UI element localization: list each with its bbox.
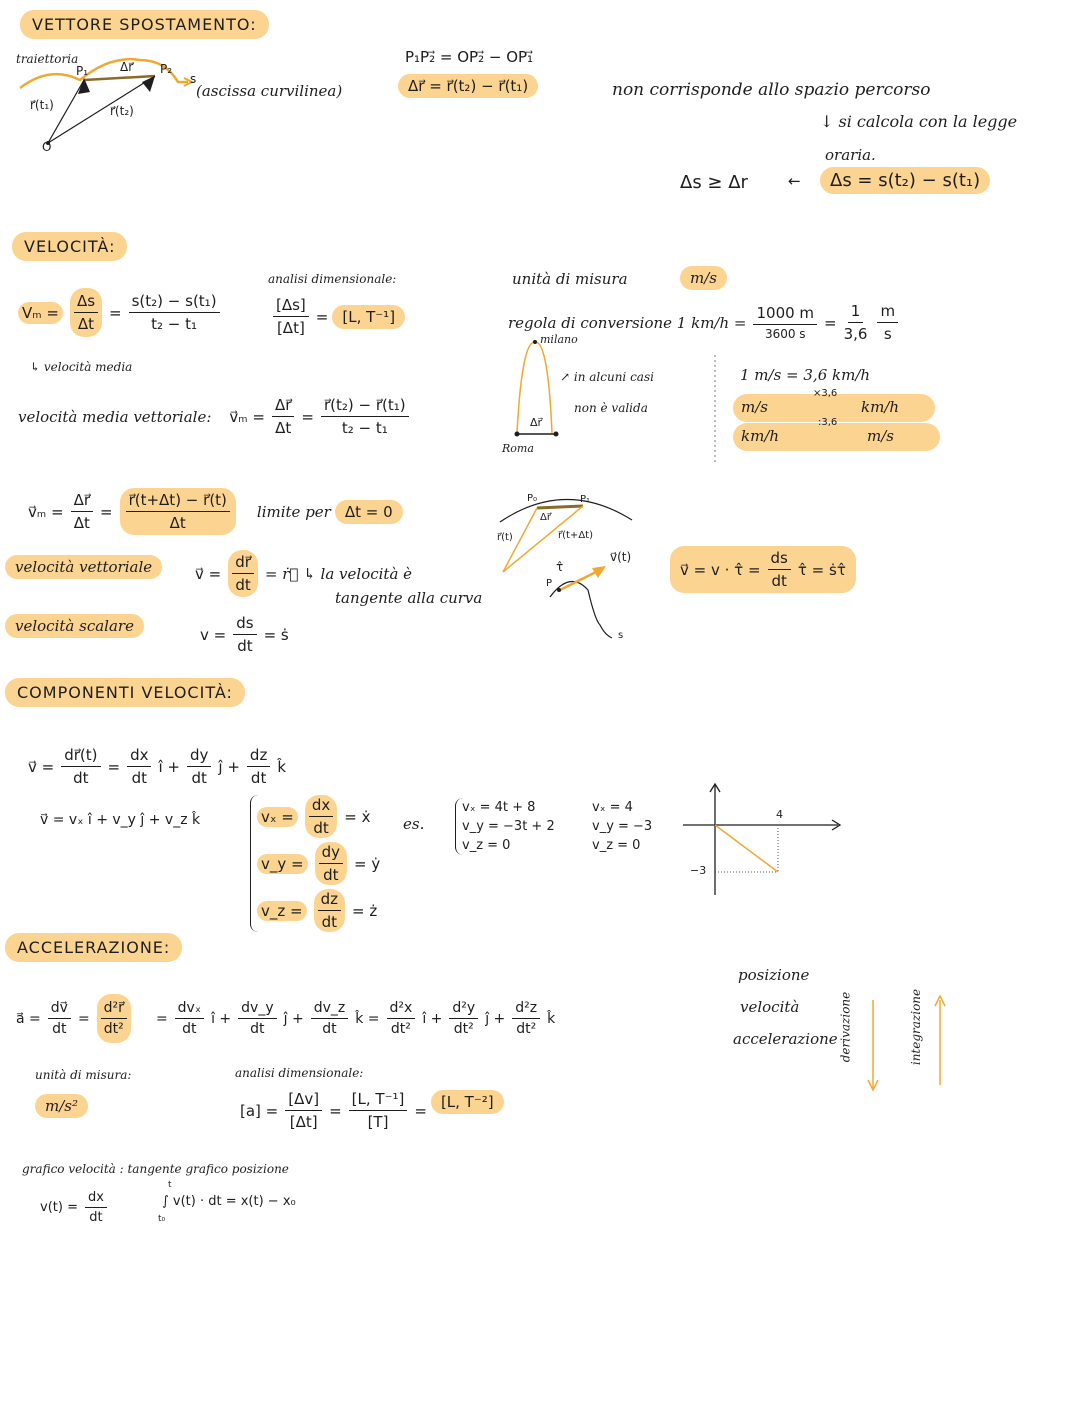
label-velocita: velocità — [740, 998, 800, 1016]
to-unit: km/h — [861, 398, 900, 416]
label-r-t2: r⃗(t₂) — [110, 104, 134, 118]
numerator: dx — [85, 1190, 107, 1208]
denominator: dt — [321, 913, 337, 931]
velocity-components-graph — [683, 784, 840, 895]
prefix: v⃗ = v · τ̂ = — [680, 560, 761, 579]
numerator: m — [877, 302, 898, 323]
denominator: dt — [237, 637, 253, 655]
delta-s-equation: Δs = s(t₂) − s(t₁) — [820, 167, 990, 194]
fraction — [512, 1000, 540, 1037]
label-p: P — [546, 578, 553, 589]
fraction — [61, 746, 100, 787]
label-derivazione: derivazione — [838, 991, 853, 1063]
equals: = — [824, 313, 837, 332]
j-hat: ĵ + — [218, 757, 240, 776]
label-traiettoria: traiettoria — [16, 52, 79, 66]
label-velocita-vettoriale: velocità vettoriale — [5, 555, 162, 579]
integral-formula: ∫ v(t) · dt = x(t) − x₀ — [162, 1194, 296, 1209]
dr-dt-fraction — [272, 396, 294, 437]
fraction — [48, 1000, 71, 1037]
numerator: r⃗(t+Δt) − r⃗(t) — [126, 491, 230, 512]
dim-fraction — [273, 296, 309, 337]
label-p2: P₂ — [160, 62, 173, 76]
numerator: [Δs] — [273, 296, 309, 317]
example-vx: vₓ = 4t + 8 — [462, 800, 536, 815]
fraction — [387, 1000, 416, 1037]
v-symbol: v⃗ = — [28, 757, 55, 776]
operator: ×3,6 — [813, 388, 838, 399]
section-header-vettore-spostamento: VETTORE SPOSTAMENTO: — [20, 10, 269, 39]
denominator: dt — [89, 1210, 103, 1225]
result-vz: v_z = 0 — [592, 838, 641, 853]
equals: = — [329, 1101, 342, 1120]
fraction — [311, 1000, 349, 1037]
ds-dt-fraction — [70, 288, 102, 337]
vz: v_z = — [257, 901, 307, 921]
fraction — [187, 746, 211, 787]
v-symbol: v⃗ = — [195, 564, 222, 583]
denominator: Δt — [77, 315, 95, 333]
label-ascissa: (ascissa curvilinea) — [196, 82, 343, 100]
numerator: dv_y — [238, 1000, 276, 1019]
s-fraction — [129, 292, 220, 333]
vm-vector-symbol: v⃗ₘ = — [229, 407, 265, 426]
from-unit: m/s — [741, 398, 768, 416]
example-results — [592, 798, 652, 855]
fraction — [85, 1190, 107, 1225]
integral-upper: t — [168, 1180, 172, 1190]
arrow-left-icon: ← — [788, 172, 801, 190]
label-s: s — [190, 72, 197, 86]
i-hat: î + — [158, 757, 180, 776]
eq-1ms-36kmh: 1 m/s = 3,6 km/h — [740, 366, 871, 384]
label-posizione: posizione — [738, 966, 810, 984]
conv-fraction-1 — [753, 304, 817, 341]
components-system — [250, 795, 380, 932]
v-derivative-formula — [28, 746, 286, 787]
label-dr-small: Δr⃗ — [530, 416, 543, 429]
equals: = — [315, 307, 329, 326]
unit-m-s: m/s — [680, 266, 727, 290]
v-tau-formula — [670, 546, 856, 593]
k-hat: k̂ — [547, 1010, 556, 1027]
label-delta-r: Δr⃗ — [120, 60, 134, 74]
graph-y-label: −3 — [690, 864, 707, 877]
fraction — [449, 1000, 478, 1037]
denominator: dt — [52, 1021, 67, 1037]
label-r-t-dt: r⃗(t+Δt) — [558, 530, 593, 541]
label-es: es. — [403, 815, 425, 833]
ds-dt-fraction — [233, 614, 256, 655]
label-unita-misura-acc: unità di misura: — [35, 1068, 132, 1082]
example-vy: v_y = −3t + 2 — [462, 819, 555, 834]
r-fraction — [321, 396, 409, 437]
note-alcuni-casi: ↗ in alcuni casi — [560, 370, 654, 384]
numerator: d²y — [449, 1000, 478, 1019]
denominator: dt² — [453, 1021, 474, 1037]
v-t: v(t) = — [40, 1200, 78, 1215]
label-milano: milano — [540, 333, 578, 346]
denominator: t₂ − t₁ — [151, 315, 198, 333]
result: = ẏ — [354, 854, 381, 873]
fraction — [238, 1000, 276, 1037]
from-unit: km/h — [741, 427, 780, 445]
denominator: dt — [131, 769, 147, 787]
conv-unit-fraction — [877, 302, 898, 343]
numerator: d²x — [387, 1000, 416, 1019]
denominator: 3,6 — [843, 325, 868, 343]
vx: vₓ = — [257, 807, 298, 827]
acceleration-formula — [16, 994, 555, 1043]
numerator: Δr⃗ — [272, 396, 294, 417]
label-unita-misura: unità di misura — [512, 270, 628, 288]
fraction — [285, 1090, 322, 1131]
ds-dt-fraction — [768, 549, 791, 590]
note-non-corrisponde: non corrisponde allo spazio percorso — [612, 80, 931, 100]
label-v-t: v⃗(t) — [610, 550, 632, 564]
denominator: dt — [323, 866, 339, 884]
equals: = — [414, 1101, 427, 1120]
k-hat: k̂ = — [355, 1010, 380, 1027]
denominator: [T] — [367, 1113, 389, 1131]
section-header-velocita: VELOCITÀ: — [12, 232, 127, 261]
numerator: s(t₂) − s(t₁) — [129, 292, 220, 313]
limit-fraction — [120, 488, 236, 535]
a-dim: [a] = — [240, 1101, 279, 1120]
label-accelerazione: accelerazione — [733, 1030, 838, 1048]
j-hat: ĵ + — [283, 1010, 304, 1027]
example-system — [455, 798, 555, 855]
suffix: = ṡ — [263, 625, 289, 644]
fraction — [97, 994, 131, 1043]
dr-dt-fraction — [228, 550, 258, 597]
section-header-accelerazione: ACCELERAZIONE: — [5, 933, 182, 962]
numerator: dv⃗ — [48, 1000, 71, 1019]
fraction — [349, 1090, 408, 1131]
integral-lower: t₀ — [158, 1214, 166, 1224]
vm-symbol: Vₘ = — [18, 302, 63, 324]
numerator: dr⃗(t) — [61, 746, 100, 767]
numerator: ds — [768, 549, 791, 570]
to-unit: m/s — [867, 427, 894, 445]
numerator: d²z — [512, 1000, 540, 1019]
numerator: dz — [247, 746, 270, 767]
dimensional-analysis-acceleration — [240, 1090, 504, 1131]
result-vy: v_y = −3 — [592, 819, 653, 834]
denominator: dt — [250, 769, 267, 787]
unit-m-s2: m/s² — [35, 1094, 88, 1118]
numerator: [L, T⁻¹] — [349, 1090, 408, 1111]
result: = ż — [352, 901, 378, 920]
numerator: Δr⃗ — [71, 491, 93, 512]
suffix: τ̂ = ṡτ̂ — [797, 560, 846, 579]
equals: = — [155, 1010, 168, 1027]
vz-row — [257, 889, 380, 932]
note-si-calcola: ↓ si calcola con la legge — [820, 112, 1018, 131]
conv-fraction-2 — [844, 302, 868, 343]
fraction — [175, 1000, 204, 1037]
note-oraria: oraria. — [825, 146, 876, 164]
dim-result: [L, T⁻¹] — [332, 305, 405, 329]
vs-formula — [200, 614, 289, 655]
note-tangente: tangente alla curva — [335, 589, 483, 607]
label-dr: Δr⃗ — [540, 512, 551, 523]
numerator: dx — [127, 746, 151, 767]
vy: v_y = — [257, 854, 308, 874]
v-symbol: v = — [200, 625, 227, 644]
denominator: Δt — [275, 419, 292, 437]
result: = ẋ — [344, 807, 371, 826]
a-symbol: a⃗ = — [16, 1010, 41, 1027]
numerator: dy — [319, 843, 343, 864]
equals: = — [301, 407, 314, 426]
note-non-valida: non è valida — [574, 401, 648, 415]
vx-row — [257, 795, 380, 838]
equals: = — [100, 502, 113, 521]
vm-symbol: v⃗ₘ = — [28, 502, 64, 521]
label-origin: O — [42, 140, 52, 154]
equals: = — [109, 303, 122, 322]
label-p0: P₀ — [527, 493, 538, 504]
numerator: [Δv] — [285, 1090, 322, 1111]
note-grafico: grafico velocità : tangente grafico posizione — [22, 1162, 289, 1176]
label-roma: Roma — [502, 442, 534, 455]
fraction — [314, 889, 345, 932]
numerator: dr⃗ — [232, 553, 254, 574]
v-components: v⃗ = vₓ î + v_y ĵ + v_z k̂ — [40, 812, 201, 828]
denominator: s — [883, 325, 892, 343]
delta-r-equation: Δr⃗ = r⃗(t₂) − r⃗(t₁) — [398, 74, 538, 98]
denominator: dt — [191, 769, 207, 787]
denominator: dt — [250, 1021, 265, 1037]
denominator: dt — [322, 1021, 337, 1037]
numerator: dvₓ — [175, 1000, 204, 1019]
numerator: 1 — [848, 302, 864, 323]
label-limite: limite per — [256, 502, 331, 521]
label-tau: τ̂ — [556, 560, 564, 574]
numerator: r⃗(t₂) − r⃗(t₁) — [321, 396, 409, 417]
equals: = — [107, 757, 121, 776]
label-regola: regola di conversione 1 km/h = — [508, 313, 747, 332]
vm-vector-formula — [18, 396, 412, 437]
v-t-formula — [40, 1190, 110, 1225]
denominator: dt — [313, 819, 329, 837]
denominator: dt² — [390, 1021, 411, 1037]
dim-result: [L, T⁻²] — [431, 1090, 504, 1114]
numerator: ds — [233, 614, 256, 635]
fraction — [247, 746, 270, 787]
i-hat: î + — [211, 1010, 232, 1027]
denominator: [Δt] — [289, 1113, 318, 1131]
example-vz: v_z = 0 — [462, 838, 511, 853]
denominator: dt — [73, 769, 89, 787]
denominator: dt — [771, 572, 787, 590]
numerator: dz — [318, 890, 341, 911]
label-analisi-dimensionale: analisi dimensionale: — [268, 272, 397, 286]
section-header-componenti-velocita: COMPONENTI VELOCITÀ: — [5, 678, 245, 707]
i-hat: î + — [422, 1010, 443, 1027]
numerator: dx — [309, 796, 333, 817]
j-hat: ĵ + — [485, 1010, 506, 1027]
graph-x-label: 4 — [776, 808, 783, 821]
fraction — [315, 842, 347, 885]
denominator: dt² — [103, 1021, 124, 1037]
denominator: [Δt] — [276, 319, 305, 337]
denominator: 3600 s — [764, 327, 806, 341]
vm-limit-formula — [28, 488, 403, 535]
denominator: dt — [235, 576, 251, 594]
denominator: dt — [182, 1021, 197, 1037]
dimensional-analysis-velocity — [270, 296, 405, 337]
result-vx: vₓ = 4 — [592, 800, 633, 815]
tangent-diagram — [550, 566, 612, 638]
denominator: Δt — [73, 514, 90, 532]
label-velocita-scalare: velocità scalare — [5, 614, 144, 638]
label-p1: P₁ — [580, 494, 591, 505]
derivation-integration-arrows — [868, 996, 945, 1090]
denominator: t₂ − t₁ — [341, 419, 388, 437]
ds-ge-dr: Δs ≥ Δr — [680, 172, 748, 193]
vm-formula — [18, 288, 223, 337]
k-hat: k̂ — [277, 757, 287, 776]
note-velocita-e: = ṙ⃗ ↳ la velocità è — [264, 564, 413, 583]
label-r-t: r⃗(t) — [497, 532, 513, 543]
conversion-kmh-to-ms — [733, 417, 940, 451]
numerator: 1000 m — [753, 304, 817, 325]
dr-dt-fraction — [71, 491, 93, 532]
numerator: dv_z — [311, 1000, 349, 1019]
equals: = — [77, 1010, 90, 1027]
label-velocita-media: ↳ velocità media — [30, 360, 133, 374]
p1p2-equation: P₁P₂⃗ = OP₂⃗ − OP₁⃗ — [405, 48, 534, 66]
fraction — [127, 746, 151, 787]
vy-row — [257, 842, 380, 885]
label-integrazione: integrazione — [909, 988, 924, 1066]
limit-value: Δt = 0 — [335, 500, 403, 524]
label-r-t1: r⃗(t₁) — [30, 98, 54, 112]
denominator: dt² — [516, 1021, 537, 1037]
fraction — [305, 795, 337, 838]
label-s: s — [618, 630, 624, 641]
numerator: dy — [187, 746, 211, 767]
denominator: Δt — [169, 514, 186, 532]
numerator: d²r⃗ — [101, 1000, 127, 1019]
numerator: Δs — [74, 292, 98, 313]
operator: :3,6 — [818, 417, 838, 428]
label-analisi-dimensionale-acc: analisi dimensionale: — [235, 1066, 364, 1080]
label-velocita-media-vettoriale: velocità media vettoriale: — [18, 407, 212, 426]
label-p1: P₁ — [76, 64, 89, 78]
